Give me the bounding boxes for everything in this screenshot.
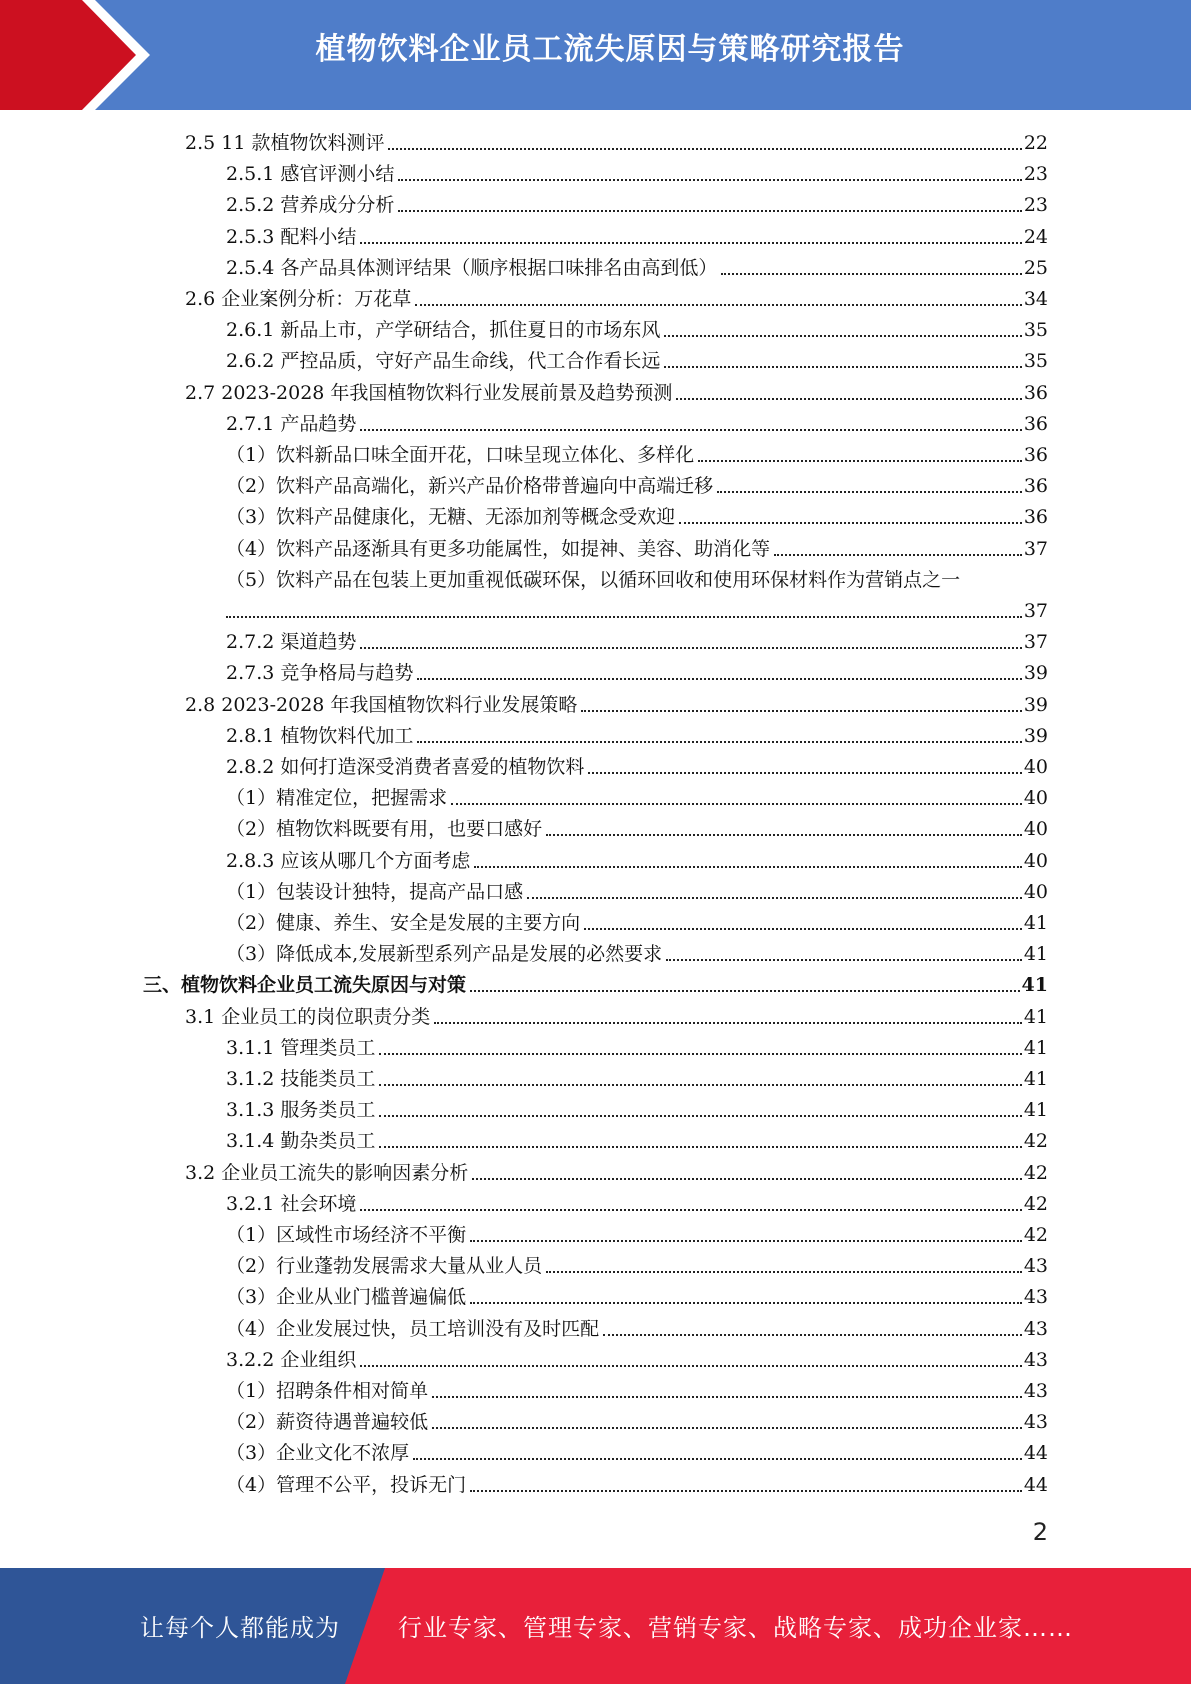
toc-entry-label: 2.8 2023-2028 年我国植物饮料行业发展策略 bbox=[185, 694, 578, 716]
toc-entry[interactable] bbox=[226, 783, 1048, 811]
toc-entry-label: （3）企业文化不浓厚 bbox=[226, 1442, 410, 1464]
toc-entry-page: 44 bbox=[1023, 1442, 1048, 1464]
toc-entry[interactable] bbox=[226, 222, 1048, 250]
toc-entry[interactable] bbox=[226, 1407, 1048, 1435]
toc-entry[interactable] bbox=[226, 1314, 1048, 1342]
toc-entry-label: （5）饮料产品在包装上更加重视低碳环保，以循环回收和使用环保材料作为营销点之一 bbox=[226, 569, 961, 591]
toc-entry[interactable] bbox=[226, 1251, 1048, 1279]
toc-entry[interactable] bbox=[226, 1064, 1048, 1092]
toc-entry-page: 35 bbox=[1023, 319, 1048, 341]
toc-entry-page: 43 bbox=[1023, 1349, 1048, 1371]
toc-entry[interactable] bbox=[226, 253, 1048, 281]
toc-entry-label: （4）管理不公平，投诉无门 bbox=[226, 1474, 467, 1496]
toc-entry-page: 41 bbox=[1023, 1037, 1048, 1059]
toc-entry-label: 2.7 2023-2028 年我国植物饮料行业发展前景及趋势预测 bbox=[185, 382, 673, 404]
toc-entry-label: 2.6.1 新品上市，产学研结合，抓住夏日的市场东风 bbox=[226, 319, 661, 341]
toc-entry-page: 41 bbox=[1023, 943, 1048, 965]
toc-dot-leader bbox=[581, 710, 1021, 712]
toc-entry-page: 42 bbox=[1023, 1193, 1048, 1215]
toc-entry[interactable] bbox=[226, 565, 1048, 593]
toc-entry-page: 40 bbox=[1023, 756, 1048, 778]
toc-entry[interactable] bbox=[226, 346, 1048, 374]
toc-entry-label: （3）饮料产品健康化，无糖、无添加剂等概念受欢迎 bbox=[226, 506, 676, 528]
toc-entry-page: 39 bbox=[1023, 725, 1048, 747]
toc-entry-label: 3.1.3 服务类员工 bbox=[226, 1099, 376, 1121]
toc-entry-page: 25 bbox=[1023, 257, 1048, 279]
toc-dot-leader bbox=[664, 366, 1021, 368]
page-number: 2 bbox=[1032, 1518, 1048, 1546]
toc-dot-leader bbox=[360, 242, 1021, 244]
toc-entry-label: （4）企业发展过快，员工培训没有及时匹配 bbox=[226, 1318, 600, 1340]
toc-entry-page: 41 bbox=[1023, 1006, 1048, 1028]
toc-entry-page: 41 bbox=[1023, 1099, 1048, 1121]
toc-dot-leader bbox=[360, 1209, 1021, 1211]
toc-entry[interactable] bbox=[226, 315, 1048, 343]
toc-entry-label: 2.8.3 应该从哪几个方面考虑 bbox=[226, 850, 471, 872]
toc-entry[interactable] bbox=[226, 877, 1048, 905]
toc-entry[interactable] bbox=[226, 752, 1048, 780]
toc-entry[interactable] bbox=[185, 1158, 1048, 1186]
toc-entry[interactable] bbox=[226, 1033, 1048, 1061]
toc-entry-label: （1）区域性市场经济不平衡 bbox=[226, 1224, 467, 1246]
toc-entry[interactable] bbox=[226, 440, 1048, 468]
toc-entry-page: 36 bbox=[1023, 413, 1048, 435]
toc-entry-label: （1）招聘条件相对简单 bbox=[226, 1380, 429, 1402]
footer-slogan-left: 让每个人都能成为 bbox=[140, 1614, 340, 1642]
toc-entry[interactable] bbox=[185, 1002, 1048, 1030]
toc-dot-leader bbox=[398, 179, 1021, 181]
toc-entry-page: 39 bbox=[1023, 662, 1048, 684]
toc-entry-page: 36 bbox=[1023, 382, 1048, 404]
toc-entry-label: 2.8.2 如何打造深受消费者喜爱的植物饮料 bbox=[226, 756, 585, 778]
toc-entry-label: （1）精准定位，把握需求 bbox=[226, 787, 448, 809]
toc-entry[interactable] bbox=[226, 159, 1048, 187]
toc-entry[interactable] bbox=[185, 378, 1048, 406]
toc-entry-label: 2.5.2 营养成分分析 bbox=[226, 194, 395, 216]
toc-entry-page: 42 bbox=[1023, 1224, 1048, 1246]
toc-entry-page: 23 bbox=[1023, 163, 1048, 185]
toc-entry[interactable] bbox=[226, 814, 1048, 842]
toc-dot-leader bbox=[527, 897, 1022, 899]
toc-dot-leader bbox=[379, 1053, 1021, 1055]
toc-dot-leader bbox=[664, 335, 1021, 337]
toc-entry-label: 2.8.1 植物饮料代加工 bbox=[226, 725, 414, 747]
toc-entry[interactable] bbox=[226, 1376, 1048, 1404]
toc-entry-label: （2）植物饮料既要有用，也要口感好 bbox=[226, 818, 543, 840]
toc-entry-page: 36 bbox=[1023, 506, 1048, 528]
toc-dot-leader bbox=[698, 460, 1022, 462]
toc-entry-page: 40 bbox=[1023, 787, 1048, 809]
toc-entry-label: （1）饮料新品口味全面开花，口味呈现立体化、多样化 bbox=[226, 444, 695, 466]
toc-dot-leader bbox=[721, 273, 1021, 275]
toc-dot-leader bbox=[432, 1427, 1022, 1429]
toc-entry-label: 3.1.2 技能类员工 bbox=[226, 1068, 376, 1090]
toc-dot-leader bbox=[379, 1115, 1021, 1117]
toc-entry-page: 22 bbox=[1023, 132, 1048, 154]
toc-dot-leader bbox=[415, 304, 1022, 306]
toc-dot-leader bbox=[398, 210, 1021, 212]
toc-dot-leader bbox=[434, 1022, 1022, 1024]
toc-entry[interactable] bbox=[226, 1126, 1048, 1154]
toc-entry-label: 2.6 企业案例分析：万花草 bbox=[185, 288, 412, 310]
toc-entry-label: （4）饮料产品逐渐具有更多功能属性，如提神、美容、助消化等 bbox=[226, 538, 771, 560]
toc-entry-page: 35 bbox=[1023, 350, 1048, 372]
toc-entry[interactable] bbox=[226, 471, 1048, 499]
toc-entry-label: （1）包装设计独特，提高产品口感 bbox=[226, 881, 524, 903]
toc-entry[interactable] bbox=[226, 1095, 1048, 1123]
toc-entry-label: 2.5 11 款植物饮料测评 bbox=[185, 132, 385, 154]
toc-dot-leader bbox=[470, 990, 1020, 992]
toc-dot-leader bbox=[360, 647, 1021, 649]
toc-entry-page: 37 bbox=[1023, 538, 1048, 560]
toc-entry[interactable] bbox=[226, 908, 1048, 936]
toc-dot-leader bbox=[774, 554, 1022, 556]
toc-entry-page: 40 bbox=[1023, 818, 1048, 840]
toc-entry-page: 43 bbox=[1023, 1380, 1048, 1402]
toc-entry[interactable] bbox=[226, 1438, 1048, 1466]
toc-entry-page: 42 bbox=[1023, 1162, 1048, 1184]
toc-entry-label: （2）薪资待遇普遍较低 bbox=[226, 1411, 429, 1433]
toc-entry-label: 2.5.4 各产品具体测评结果（顺序根据口味排名由高到低） bbox=[226, 257, 718, 279]
toc-entry-label: 2.7.3 竞争格局与趋势 bbox=[226, 662, 414, 684]
footer-slogan-right: 行业专家、管理专家、营销专家、战略专家、成功企业家…… bbox=[398, 1614, 1073, 1642]
toc-dot-leader bbox=[413, 1458, 1022, 1460]
toc-entry-label: 3.2.2 企业组织 bbox=[226, 1349, 357, 1371]
toc-entry[interactable] bbox=[226, 1470, 1048, 1498]
toc-entry[interactable] bbox=[185, 690, 1048, 718]
toc-dot-leader bbox=[226, 616, 1022, 618]
toc-entry-page: 43 bbox=[1023, 1318, 1048, 1340]
toc-entry-label: 2.6.2 严控品质，守好产品生命线，代工合作看长远 bbox=[226, 350, 661, 372]
toc-entry-page: 43 bbox=[1023, 1411, 1048, 1433]
toc-dot-leader bbox=[717, 491, 1022, 493]
toc-dot-leader bbox=[388, 148, 1021, 150]
toc-entry[interactable] bbox=[226, 658, 1048, 686]
toc-entry-page: 43 bbox=[1023, 1255, 1048, 1277]
toc-dot-leader bbox=[679, 522, 1022, 524]
toc-dot-leader bbox=[360, 429, 1021, 431]
toc-entry[interactable] bbox=[226, 190, 1048, 218]
toc-dot-leader bbox=[603, 1334, 1022, 1336]
report-title: 植物饮料企业员工流失原因与策略研究报告 bbox=[315, 32, 905, 67]
toc-dot-leader bbox=[360, 1365, 1021, 1367]
toc-entry-label: 3.2.1 社会环境 bbox=[226, 1193, 357, 1215]
toc-dot-leader bbox=[470, 1302, 1022, 1304]
toc-dot-leader bbox=[417, 678, 1021, 680]
toc-entry-label: （2）健康、养生、安全是发展的主要方向 bbox=[226, 912, 581, 934]
toc-entry-page: 41 bbox=[1023, 1068, 1048, 1090]
toc-dot-leader bbox=[546, 834, 1022, 836]
toc-entry-label: 2.7.2 渠道趋势 bbox=[226, 631, 357, 653]
toc-entry[interactable] bbox=[143, 970, 1048, 998]
toc-dot-leader bbox=[470, 1490, 1022, 1492]
toc-entry-label: 2.5.1 感官评测小结 bbox=[226, 163, 395, 185]
toc-entry[interactable] bbox=[226, 502, 1048, 530]
toc-dot-leader bbox=[432, 1396, 1022, 1398]
toc-entry-label: 3.2 企业员工流失的影响因素分析 bbox=[185, 1162, 469, 1184]
toc-entry-page: 37 bbox=[1023, 631, 1048, 653]
toc-entry[interactable] bbox=[185, 128, 1048, 156]
toc-dot-leader bbox=[417, 741, 1021, 743]
toc-entry-page: 41 bbox=[1021, 974, 1048, 996]
toc-entry[interactable] bbox=[185, 284, 1048, 312]
toc-entry-label: （3）企业从业门槛普遍偏低 bbox=[226, 1286, 467, 1308]
toc-dot-leader bbox=[546, 1271, 1022, 1273]
toc-entry-label: 3.1.4 勤杂类员工 bbox=[226, 1130, 376, 1152]
toc-entry-label: 2.5.3 配料小结 bbox=[226, 226, 357, 248]
toc-entry-page: 41 bbox=[1023, 912, 1048, 934]
toc-dot-leader bbox=[472, 1178, 1022, 1180]
toc-entry-label: （3）降低成本,发展新型系列产品是发展的必然要求 bbox=[226, 943, 663, 965]
toc-entry[interactable] bbox=[226, 627, 1048, 655]
toc-dot-leader bbox=[451, 803, 1022, 805]
toc-entry-page: 43 bbox=[1023, 1286, 1048, 1308]
toc-entry-label: 3.1.1 管理类员工 bbox=[226, 1037, 376, 1059]
page-footer bbox=[0, 1568, 1191, 1684]
toc-entry-page: 39 bbox=[1023, 694, 1048, 716]
toc-entry[interactable] bbox=[226, 721, 1048, 749]
toc-entry-label: （2）行业蓬勃发展需求大量从业人员 bbox=[226, 1255, 543, 1277]
toc-dot-leader bbox=[588, 772, 1021, 774]
page-header bbox=[0, 0, 1191, 110]
toc-entry-page: 40 bbox=[1023, 850, 1048, 872]
toc-dot-leader bbox=[474, 866, 1021, 868]
toc-entry-page: 44 bbox=[1023, 1474, 1048, 1496]
toc-entry-page: 34 bbox=[1023, 288, 1048, 310]
toc-entry-label: 2.7.1 产品趋势 bbox=[226, 413, 357, 435]
toc-dot-leader bbox=[666, 959, 1022, 961]
toc-dot-leader bbox=[584, 928, 1022, 930]
toc-entry-page: 24 bbox=[1023, 226, 1048, 248]
toc-entry[interactable] bbox=[226, 1189, 1048, 1217]
toc-entry-page: 37 bbox=[1023, 600, 1048, 622]
toc-entry[interactable] bbox=[226, 409, 1048, 437]
toc-dot-leader bbox=[470, 1240, 1022, 1242]
toc-entry[interactable] bbox=[226, 534, 1048, 562]
toc-entry[interactable] bbox=[226, 596, 1048, 624]
toc-entry-page: 42 bbox=[1023, 1130, 1048, 1152]
toc-entry[interactable] bbox=[226, 1220, 1048, 1248]
toc-entry-label: 3.1 企业员工的岗位职责分类 bbox=[185, 1006, 431, 1028]
toc-entry[interactable] bbox=[226, 1345, 1048, 1373]
toc-entry[interactable] bbox=[226, 939, 1048, 967]
toc-entry[interactable] bbox=[226, 846, 1048, 874]
toc-entry-page: 36 bbox=[1023, 444, 1048, 466]
toc-entry[interactable] bbox=[226, 1282, 1048, 1310]
toc-dot-leader bbox=[379, 1084, 1021, 1086]
toc-dot-leader bbox=[676, 398, 1021, 400]
toc-dot-leader bbox=[379, 1146, 1021, 1148]
toc-entry-page: 40 bbox=[1023, 881, 1048, 903]
toc-entry-label: （2）饮料产品高端化，新兴产品价格带普遍向中高端迁移 bbox=[226, 475, 714, 497]
toc-entry-page: 23 bbox=[1023, 194, 1048, 216]
toc-entry-label: 三、植物饮料企业员工流失原因与对策 bbox=[143, 974, 467, 996]
toc-entry-page: 36 bbox=[1023, 475, 1048, 497]
